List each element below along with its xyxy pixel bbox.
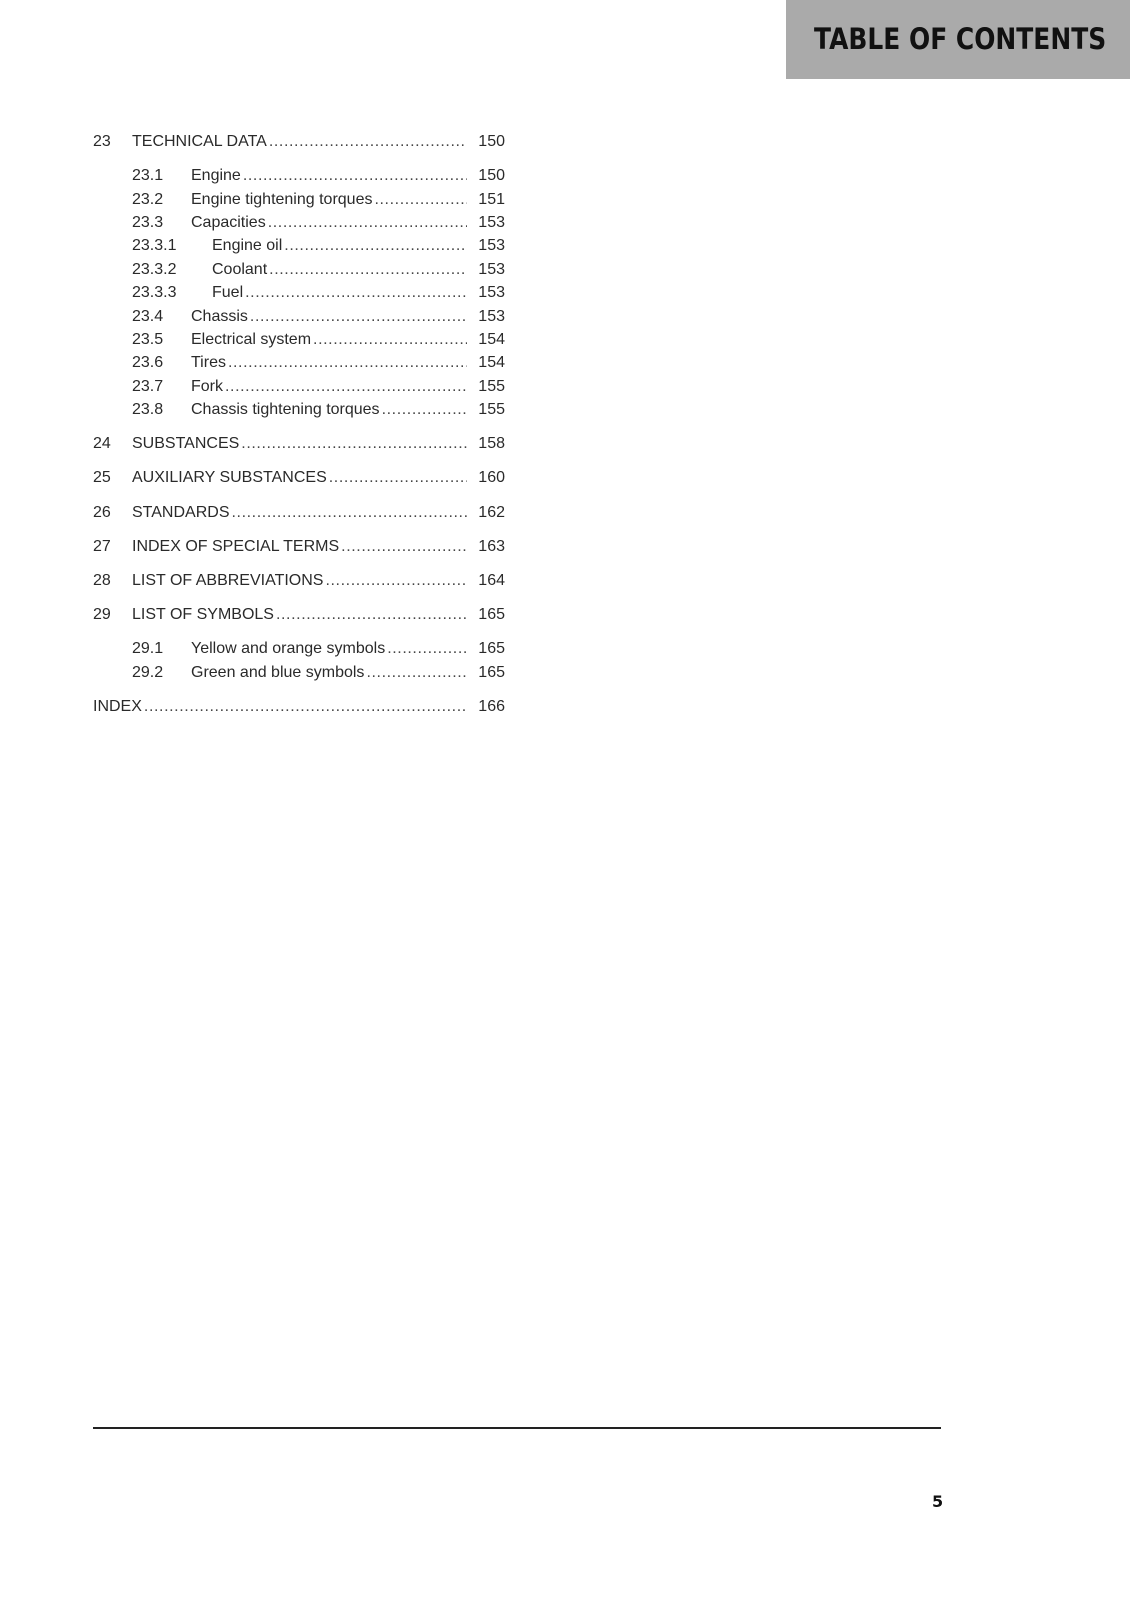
toc-entry[interactable]: [93, 432, 505, 455]
toc-entry-number: 23: [93, 133, 111, 150]
toc-entry-page: 162: [478, 503, 505, 521]
toc-entry-number: 23.2: [132, 190, 164, 208]
dot-leader: [232, 501, 468, 524]
toc-entry-title-wrap: [212, 234, 467, 257]
toc-entry-title-wrap: [132, 466, 467, 489]
toc-entry-number: 26: [93, 503, 111, 521]
dot-leader: [228, 351, 467, 374]
toc-entry-title-wrap: [132, 432, 467, 455]
toc-entry-title: Fork: [191, 377, 223, 395]
toc-entry-number: 23.1: [132, 167, 164, 185]
toc-entry-title: Fuel: [212, 284, 244, 302]
dot-leader: [269, 258, 467, 281]
toc-entry[interactable]: [93, 211, 505, 234]
toc-entry-number: 23.3: [132, 213, 164, 231]
dot-leader: [284, 234, 467, 257]
toc-entry-title: AUXILIARY SUBSTANCES: [132, 469, 327, 487]
toc-entry[interactable]: [93, 501, 505, 524]
toc-entry-title: Green and blue symbols: [191, 663, 365, 681]
toc-entry-title-wrap: [191, 661, 467, 684]
toc-entry-number: 24: [93, 435, 111, 453]
toc-entry-title: Engine: [191, 167, 241, 185]
toc-entry-page: 166: [478, 697, 505, 715]
toc-entry-number: 23.6: [132, 354, 164, 372]
toc-entry[interactable]: [93, 535, 505, 558]
toc-entry-number: 29: [93, 606, 111, 624]
toc-entry-number: 25: [93, 469, 111, 487]
toc-entry-page: 165: [478, 606, 505, 624]
toc-entry-number: 29.2: [132, 663, 164, 681]
toc-entry-title: LIST OF SYMBOLS: [132, 606, 274, 624]
toc-entry[interactable]: [93, 351, 505, 374]
toc-entry-title-wrap: [132, 501, 467, 524]
toc-entry-title: Capacities: [191, 213, 266, 231]
toc-entry-title-wrap: [212, 281, 467, 304]
toc-entry-title: INDEX OF SPECIAL TERMS: [132, 537, 340, 555]
toc-entry-title: Yellow and orange symbols: [191, 640, 386, 658]
toc-entry-number: 23.3.2: [132, 260, 177, 278]
toc-entry-title: Engine oil: [212, 237, 283, 255]
toc-entry-title: Electrical system: [191, 330, 312, 348]
toc-entry-page: 153: [478, 213, 505, 231]
toc-entry-page: 163: [478, 537, 505, 555]
toc-entry-title-wrap: [132, 535, 467, 558]
toc-entry-page: 158: [478, 435, 505, 453]
dot-leader: [245, 281, 467, 304]
toc-entry-title-wrap: [191, 164, 467, 187]
toc-entry[interactable]: [93, 661, 505, 684]
toc-entry-title-wrap: [191, 351, 467, 374]
toc-entry-title-wrap: [132, 130, 467, 153]
toc-entry-title-wrap: [191, 188, 467, 211]
toc-entry-title: INDEX: [93, 697, 142, 715]
toc-entry-title: STANDARDS: [132, 503, 230, 521]
toc-entry[interactable]: [93, 258, 505, 281]
dot-leader: [241, 432, 467, 455]
toc-entry-title-wrap: [93, 695, 467, 718]
toc-entry-title-wrap: [191, 211, 467, 234]
toc-entry[interactable]: [93, 234, 505, 257]
dot-leader: [225, 375, 467, 398]
page-number: 5: [932, 1492, 944, 1511]
dot-leader: [382, 398, 467, 421]
dot-leader: [329, 466, 467, 489]
toc-entry[interactable]: [93, 695, 505, 718]
dot-leader: [341, 535, 467, 558]
toc-entry-page: 164: [478, 572, 505, 590]
toc-entry[interactable]: [93, 603, 505, 626]
toc-entry-number: 28: [93, 572, 111, 590]
toc-entry-title: Tires: [191, 354, 226, 372]
toc-entry-title-wrap: [191, 637, 467, 660]
dot-leader: [276, 603, 467, 626]
table-of-contents: [93, 130, 505, 718]
toc-entry-page: 154: [478, 330, 505, 348]
dot-leader: [325, 569, 467, 592]
footer-divider: [93, 1427, 941, 1429]
toc-entry[interactable]: [93, 637, 505, 660]
toc-entry[interactable]: [93, 188, 505, 211]
toc-entry-title-wrap: [132, 569, 467, 592]
toc-entry-title: Chassis tightening torques: [191, 401, 380, 419]
toc-entry-title-wrap: [212, 258, 467, 281]
toc-entry-number: 23.7: [132, 377, 164, 395]
toc-entry-title-wrap: [191, 328, 467, 351]
toc-entry-number: 23.5: [132, 330, 164, 348]
toc-entry-number: 23.3.1: [132, 237, 177, 255]
toc-entry-page: 153: [478, 260, 505, 278]
dot-leader: [387, 637, 467, 660]
toc-entry[interactable]: [93, 466, 505, 489]
page-title: TABLE OF CONTENTS: [814, 22, 1107, 56]
toc-entry-title: Chassis: [191, 307, 248, 325]
toc-entry-page: 160: [478, 469, 505, 487]
toc-entry-page: 153: [478, 284, 505, 302]
toc-entry-page: 153: [478, 307, 505, 325]
dot-leader: [250, 305, 467, 328]
dot-leader: [243, 164, 467, 187]
toc-entry[interactable]: [93, 305, 505, 328]
toc-entry[interactable]: [93, 164, 505, 187]
toc-entry[interactable]: [93, 130, 505, 153]
dot-leader: [269, 130, 467, 153]
toc-entry-page: 165: [478, 663, 505, 681]
toc-entry[interactable]: [93, 398, 505, 421]
toc-entry-page: 153: [478, 237, 505, 255]
toc-entry-number: 23.8: [132, 401, 164, 419]
toc-entry-number: 23.4: [132, 307, 164, 325]
toc-entry-title: Coolant: [212, 260, 268, 278]
toc-entry[interactable]: [93, 375, 505, 398]
toc-entry[interactable]: [93, 569, 505, 592]
toc-entry-title-wrap: [191, 375, 467, 398]
toc-entry-title-wrap: [191, 305, 467, 328]
dot-leader: [366, 661, 467, 684]
dot-leader: [268, 211, 467, 234]
toc-entry-number: 27: [93, 537, 111, 555]
dot-leader: [374, 188, 467, 211]
toc-entry-title-wrap: [132, 603, 467, 626]
toc-entry-page: 154: [478, 354, 505, 372]
toc-entry-page: 151: [478, 190, 505, 208]
toc-entry-page: 155: [478, 401, 505, 419]
toc-entry-title: LIST OF ABBREVIATIONS: [132, 572, 324, 590]
toc-entry-number: 23.3.3: [132, 284, 177, 302]
toc-entry-page: 150: [478, 167, 505, 185]
toc-entry[interactable]: [93, 328, 505, 351]
toc-entry-title: Engine tightening torques: [191, 190, 373, 208]
toc-entry-page: 155: [478, 377, 505, 395]
toc-entry-title: SUBSTANCES: [132, 435, 240, 453]
dot-leader: [144, 695, 467, 718]
toc-entry-page: 165: [478, 640, 505, 658]
dot-leader: [313, 328, 467, 351]
toc-entry-title-wrap: [191, 398, 467, 421]
toc-entry-title: TECHNICAL DATA: [132, 133, 267, 150]
toc-entry-number: 29.1: [132, 640, 164, 658]
toc-entry[interactable]: [93, 281, 505, 304]
toc-entry-page: 150: [478, 133, 505, 150]
